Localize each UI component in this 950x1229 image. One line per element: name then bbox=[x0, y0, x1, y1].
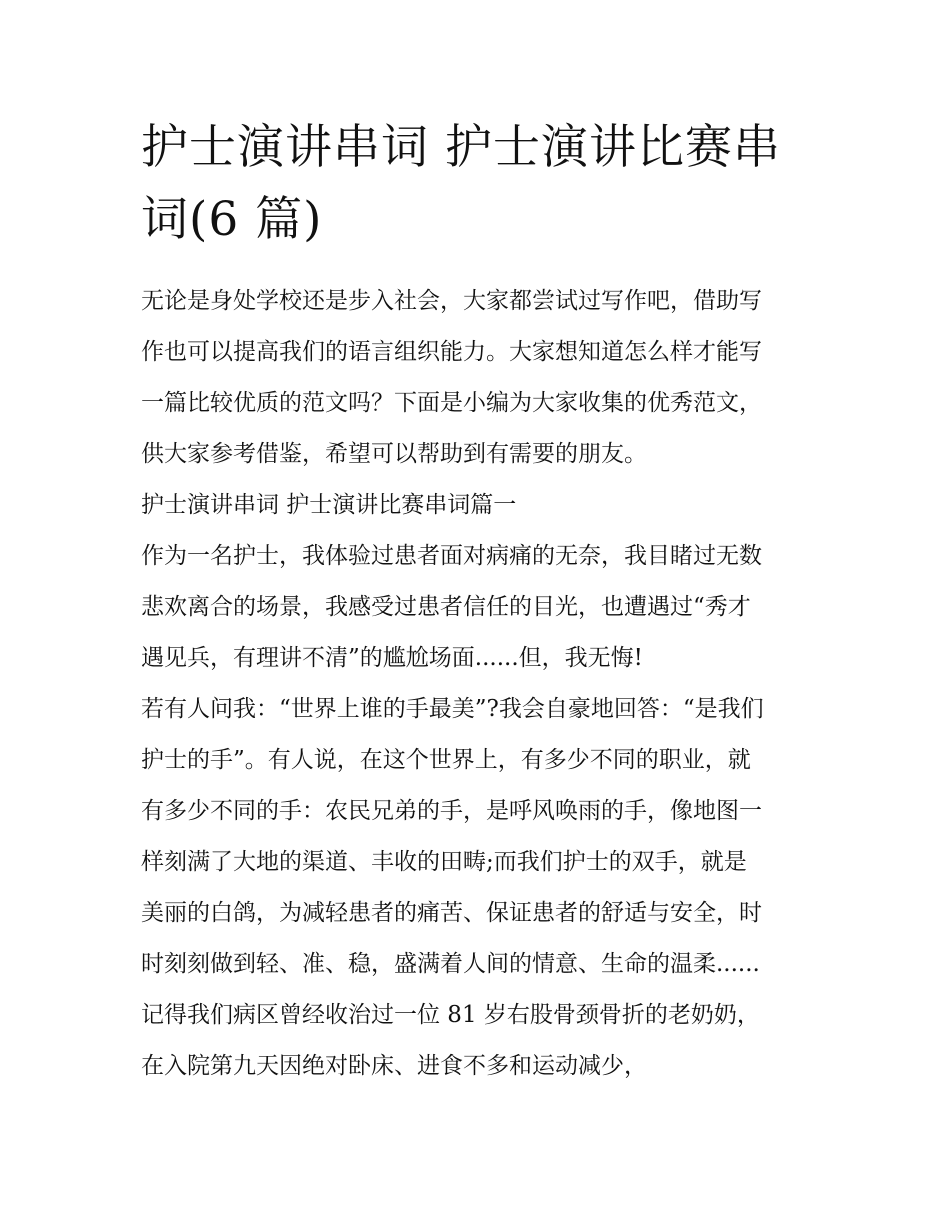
paragraph-line: 样刻满了大地的渠道、丰收的田畴;而我们护士的双手，就是 bbox=[141, 849, 747, 875]
paragraph-line: 遇见兵，有理讲不清”的尴尬场面......但，我无悔! bbox=[141, 645, 643, 671]
document-page bbox=[141, 112, 813, 1092]
paragraph-line: 记得我们病区曾经收治过一位 81 岁右股骨颈骨折的老奶奶， bbox=[141, 1002, 760, 1028]
paragraph-line: 悲欢离合的场景，我感受过患者信任的目光，也遭遇过“秀才 bbox=[141, 594, 751, 620]
title-line: 词(6 篇) bbox=[141, 192, 323, 247]
intro-line: 无论是身处学校还是步入社会，大家都尝试过写作吧，借助写 bbox=[141, 288, 762, 314]
intro-line: 一篇比较优质的范文吗？下面是小编为大家收集的优秀范文， bbox=[141, 390, 762, 416]
paragraph-line: 作为一名护士，我体验过患者面对病痛的无奈，我目睹过无数 bbox=[141, 543, 762, 569]
paragraph-line: 在入院第九天因绝对卧床、进食不多和运动减少， bbox=[141, 1053, 647, 1079]
document-title bbox=[141, 112, 813, 256]
section-heading: 护士演讲串词 护士演讲比赛串词篇一 bbox=[141, 492, 517, 518]
intro-line: 作也可以提高我们的语言组织能力。大家想知道怎么样才能写 bbox=[141, 339, 762, 365]
document-body bbox=[141, 276, 813, 1092]
paragraph-line: 若有人问我：“世界上谁的手最美”?我会自豪地回答：“是我们 bbox=[141, 696, 764, 722]
paragraph-line: 护士的手”。有人说，在这个世界上，有多少不同的职业，就 bbox=[141, 747, 751, 773]
title-line: 护士演讲串词 护士演讲比赛串 bbox=[141, 120, 781, 175]
intro-line: 供大家参考借鉴，希望可以帮助到有需要的朋友。 bbox=[141, 441, 647, 467]
paragraph-line: 时刻刻做到轻、准、稳，盛满着人间的情意、生命的温柔...... bbox=[141, 951, 760, 977]
paragraph-line: 美丽的白鸽，为减轻患者的痛苦、保证患者的舒适与安全，时 bbox=[141, 900, 762, 926]
paragraph-line: 有多少不同的手：农民兄弟的手，是呼风唤雨的手，像地图一 bbox=[141, 798, 762, 824]
